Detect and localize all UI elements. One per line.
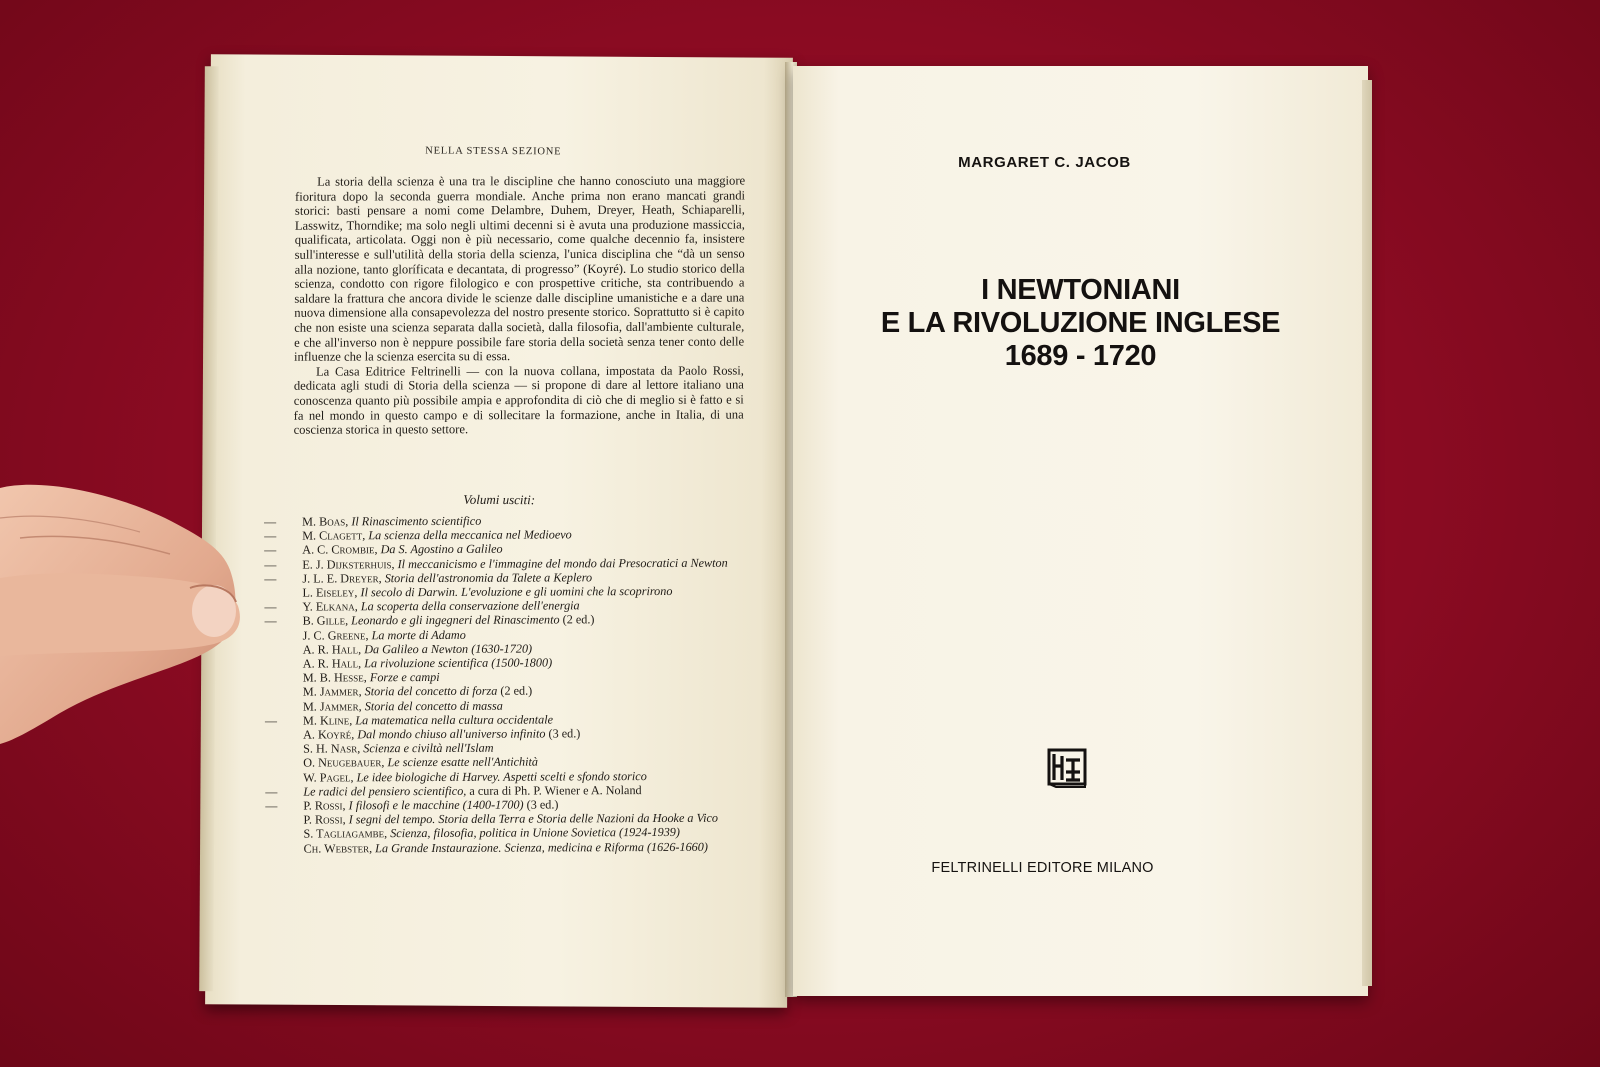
volume-author: M. B. Hesse, bbox=[302, 670, 367, 685]
volume-author: Y. Elkana, bbox=[302, 599, 358, 614]
volume-author: A. R. Hall, bbox=[302, 656, 362, 671]
pencil-mark: — bbox=[264, 528, 277, 543]
volume-note: (2 ed.) bbox=[497, 684, 533, 699]
volume-note: (3 ed.) bbox=[545, 726, 581, 741]
volume-title: Le radici del pensiero scientifico, bbox=[303, 783, 467, 799]
volume-title: Leonardo e gli ingegneri del Rinascimento bbox=[351, 612, 560, 628]
volume-title: Il meccanicismo e l'immagine del mondo dai Presocratici a Newton bbox=[397, 555, 728, 571]
pencil-mark: — bbox=[265, 784, 278, 799]
volume-author: S. H. Nasr, bbox=[303, 741, 361, 756]
volume-author: O. Neugebauer, bbox=[303, 755, 385, 771]
volume-note: a cura di Ph. P. Wiener e A. Noland bbox=[466, 782, 642, 798]
volume-author: E. J. Dijksterhuis, bbox=[302, 556, 395, 572]
volume-author: A. C. Crombie, bbox=[302, 542, 378, 557]
volume-title: Scienza, filosofia, politica in Unione Sovietica (1924-1939) bbox=[390, 825, 680, 841]
title-line: E LA RIVOLUZIONE INGLESE bbox=[880, 307, 1281, 339]
volume-author: M. Jammer, bbox=[302, 698, 362, 714]
left-page bbox=[205, 54, 793, 1008]
volume-title: La Grande Instaurazione. Scienza, medicina e Riforma (1626-1660) bbox=[375, 839, 708, 855]
volume-author: A. R. Hall, bbox=[302, 642, 362, 657]
volume-author: J. L. E. Dreyer, bbox=[302, 571, 382, 586]
publisher-logo-icon bbox=[1046, 746, 1088, 788]
volume-author: M. Jammer, bbox=[302, 684, 362, 700]
volume-title: La morte di Adamo bbox=[371, 627, 466, 642]
section-heading: NELLA STESSA SEZIONE bbox=[425, 145, 562, 158]
volume-title: Forze e campi bbox=[369, 670, 440, 685]
volume-title: La rivoluzione scientifica (1500-1800) bbox=[364, 655, 553, 671]
volume-author: M. Boas, bbox=[302, 514, 349, 529]
series-description bbox=[294, 174, 746, 438]
title-page bbox=[793, 66, 1368, 996]
pencil-mark: — bbox=[264, 514, 277, 529]
volume-title: I filosofi e le macchine (1400-1700) bbox=[348, 797, 524, 813]
volume-author: A. Koyré, bbox=[303, 727, 355, 742]
volume-title: La matematica nella cultura occidentale bbox=[355, 712, 554, 728]
page-edge bbox=[1362, 80, 1372, 986]
paragraph: La Casa Editrice Feltrinelli — con la nuova collana, impostata da Paolo Rossi, dedicata agli studi di Storia della scienza — si propone di dare al lettore italiano una conoscenza quanto più possibile ampia e approfondita di ciò che di meglio si è fatto e si fa nel mondo in questo campo e di sollecitare la formazione, anche in Italia, di una coscienza storica in questo settore. bbox=[293, 363, 745, 437]
volume-note: (3 ed.) bbox=[523, 797, 559, 812]
pencil-mark: — bbox=[264, 713, 278, 728]
pencil-mark: — bbox=[264, 599, 277, 614]
volume-author: J. C. Greene, bbox=[302, 627, 369, 643]
volume-title: La scoperta della conservazione dell'energia bbox=[360, 598, 580, 614]
volume-author: S. Tagliagambe, bbox=[303, 826, 388, 842]
volume-title: Storia del concetto di forza bbox=[364, 684, 498, 699]
volume-title: Scienza e civiltà nell'Islam bbox=[363, 740, 494, 756]
volume-title: Storia dell'astronomia da Talete a Keplero bbox=[384, 570, 593, 586]
volume-title: Storia del concetto di massa bbox=[364, 698, 503, 713]
volume-author: P. Rossi, bbox=[303, 798, 346, 813]
volume-title: Da Galileo a Newton (1630-1720) bbox=[364, 641, 533, 657]
pencil-mark: — bbox=[264, 543, 277, 558]
volume-author: M. Kline, bbox=[302, 713, 353, 728]
volume-note: (2 ed.) bbox=[559, 612, 595, 627]
volume-entry bbox=[292, 839, 742, 855]
title-line: I NEWTONIANI bbox=[981, 274, 1180, 306]
author-name: MARGARET C. JACOB bbox=[958, 154, 1131, 171]
volume-title: Da S. Agostino a Galileo bbox=[380, 542, 503, 557]
volume-author: B. Gille, bbox=[302, 613, 349, 628]
volume-title: Il secolo di Darwin. L'evoluzione e gli uomini che la scoprirono bbox=[360, 583, 673, 600]
pencil-mark: — bbox=[264, 614, 277, 629]
volume-author: L. Eiseley, bbox=[302, 585, 358, 600]
paragraph: La storia della scienza è una tra le discipline che hanno conosciuto una maggiore fioritura dopo la seconda guerra mondiale. Anche prima non erano mancati grandi storici: basti pensare a nomi come Delambre, Duhem, Dreyer, Heath, Schiaparelli, Lasswitz, Thorndike; ma solo negli ultimi decenni si è avuta una produzione massiccia, qualificata, articolata. Oggi non è più necessario, come qualche decennio fa, insistere sull'interesse e sull'utilità della storia della scienza, l'unica disciplina che “dà un senso alla nozione, tanto gloríficata e decantata, di progresso” (Koyré). Lo studio storico della scienza, condotto con rigore filologico e con prospettive critiche, sta contribuendo a saldare la frattura che ancora divide le scienze dalle discipline umanistiche e a dare una nuova dimensione alla consapevolezza del nostro presente storico. Soprattutto si è capito che non esiste una scienza separata dalla società, dalla filosofia, dall'ambiente culturale, e che all'inverso non è neppure possibile fare storia della società senza tener conto delle influenze che la scienza esercita su di essa. bbox=[294, 173, 746, 364]
pencil-mark: — bbox=[265, 798, 278, 813]
volumes-heading: Volumi usciti: bbox=[463, 491, 536, 508]
volume-title: La scienza della meccanica nel Medioevo bbox=[368, 527, 572, 543]
volume-author: W. Pagel, bbox=[303, 770, 354, 785]
volume-title: Il Rinascimento scientifico bbox=[351, 513, 482, 529]
volumes-list bbox=[264, 513, 741, 856]
volume-author: M. Clagett, bbox=[302, 528, 366, 543]
volume-author: P. Rossi, bbox=[303, 812, 346, 827]
pencil-mark: — bbox=[264, 557, 277, 572]
publisher-name: FELTRINELLI EDITORE MILANO bbox=[931, 860, 1154, 876]
volume-title: Le scienze esatte nell'Antichità bbox=[387, 754, 539, 770]
volume-author: Ch. Webster, bbox=[303, 840, 373, 856]
volume-title: Dal mondo chiuso all'universo infinito bbox=[357, 726, 546, 742]
book-title bbox=[793, 274, 1368, 373]
volume-title: Le idee biologiche di Harvey. Aspetti scelti e sfondo storico bbox=[356, 768, 647, 784]
volume-title: I segni del tempo. Storia della Terra e Storia delle Nazioni da Hooke a Vico bbox=[348, 811, 719, 827]
title-years: 1689 - 1720 bbox=[1004, 340, 1157, 372]
hand-holding-book bbox=[0, 478, 260, 758]
pencil-mark: — bbox=[264, 571, 277, 586]
